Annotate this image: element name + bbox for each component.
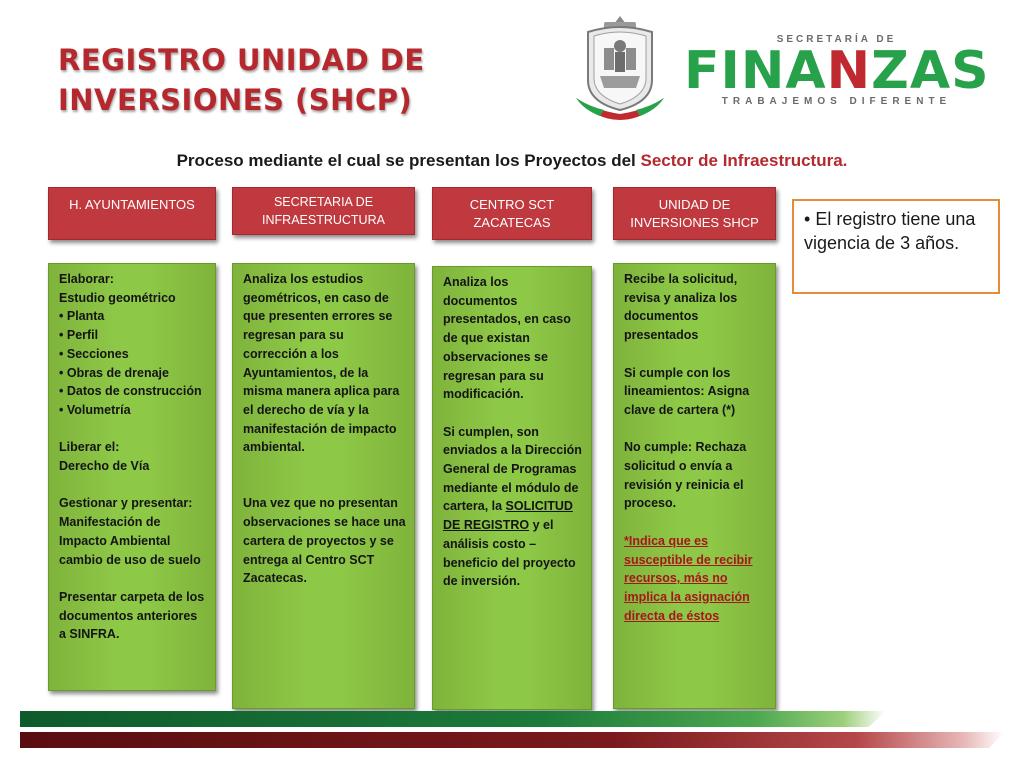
logo-word-part-2: N bbox=[826, 41, 872, 101]
header-unidad-inversiones bbox=[613, 187, 776, 240]
list-item: • Planta bbox=[59, 307, 207, 326]
header-ayuntamientos bbox=[48, 187, 216, 240]
page-title bbox=[58, 40, 578, 120]
header-label: UNIDAD DE INVERSIONES SHCP bbox=[630, 196, 759, 230]
secretaria-finanzas-logo bbox=[684, 30, 989, 114]
solicitud-registro: SOLICITUD DE REGISTRO bbox=[443, 499, 573, 533]
footer-stripe-red bbox=[20, 732, 1004, 748]
logo-bottom-text: TRABAJEMOS DIFERENTE bbox=[721, 96, 952, 107]
header-label: CENTRO SCT ZACATECAS bbox=[469, 196, 555, 230]
paragraph: Recibe la solicitud, revisa y analiza los documentos presentados bbox=[624, 272, 738, 343]
card-ayuntamientos bbox=[48, 263, 216, 691]
list-item: • Obras de drenaje bbox=[59, 364, 207, 383]
subtitle-highlight: Sector de Infraestructura. bbox=[640, 151, 848, 170]
paragraph: No cumple: Rechaza solicitud o envía a revisión y reinicia el proceso. bbox=[624, 440, 747, 511]
bullet-icon: • bbox=[804, 209, 816, 229]
gestionar-text: Gestionar y presentar: Manifestación de Impacto Ambiental cambio de uso de suelo bbox=[59, 496, 201, 567]
paragraph: Si cumple con los lineamientos: Asigna clave de cartera (*) bbox=[624, 365, 750, 417]
subtitle-text: Proceso mediante el cual se presentan los Proyectos del bbox=[176, 151, 641, 170]
list-item: • Perfil bbox=[59, 326, 207, 345]
liberar-label: Liberar el: bbox=[59, 440, 120, 455]
state-seal-logo bbox=[574, 14, 666, 122]
validity-note-text: El registro tiene una vigencia de 3 años. bbox=[804, 209, 976, 253]
logo-wordmark bbox=[684, 42, 989, 100]
list-item: • Datos de construcción bbox=[59, 382, 207, 401]
paragraph-text: Si cumplen, son enviados a la Dirección General de Programas mediante el módulo de cartera, la bbox=[443, 424, 582, 514]
card-unidad-inversiones bbox=[613, 263, 776, 709]
paragraph bbox=[443, 423, 583, 591]
logo-word-part-3: ZAS bbox=[871, 41, 990, 101]
subtitle bbox=[0, 151, 1024, 171]
paragraph: Una vez que no presentan observaciones se hace una cartera de proyectos y se entrega al Centro SCT Zacatecas. bbox=[243, 496, 406, 586]
paragraph-text: y el análisis costo – beneficio del proyecto de inversión. bbox=[443, 518, 576, 589]
elaborar-label: Elaborar: bbox=[59, 272, 114, 286]
page-title-line-1: REGISTRO UNIDAD DE bbox=[58, 43, 425, 77]
list-item: • Secciones bbox=[59, 345, 207, 364]
estudio-list bbox=[59, 307, 207, 419]
estudio-label: Estudio geométrico bbox=[59, 290, 176, 305]
logo-word-part-1: FINA bbox=[684, 41, 827, 101]
header-centro-sct bbox=[432, 187, 592, 240]
logo-top-text: SECRETARÍA DE bbox=[776, 34, 897, 45]
card-secretaria-infraestructura bbox=[232, 263, 415, 709]
header-label: H. AYUNTAMIENTOS bbox=[69, 197, 195, 212]
paragraph: Analiza los estudios geométricos, en caso de que presenten errores se regresan para su corrección a los Ayuntamientos, de la misma manera aplica para el derecho de vía y la manifestación de impacto ambiental. bbox=[243, 272, 400, 455]
header-secretaria-infraestructura bbox=[232, 187, 415, 235]
header-label: SECRETARIA DE INFRAESTRUCTURA bbox=[262, 195, 385, 227]
list-item: • Volumetría bbox=[59, 401, 207, 420]
derecho-label: Derecho de Vía bbox=[59, 459, 150, 474]
paragraph: Analiza los documentos presentados, en caso de que existan observaciones se regresan para su modificación. bbox=[443, 275, 571, 402]
page-title-line-2: INVERSIONES (SHCP) bbox=[58, 83, 413, 117]
presentar-text: Presentar carpeta de los documentos anteriores a SINFRA. bbox=[59, 589, 205, 642]
footnote: *Indica que es susceptible de recibir recursos, más no implica la asignación directa de éstos bbox=[624, 533, 753, 623]
validity-note bbox=[792, 199, 1000, 294]
footer-stripe-green bbox=[20, 711, 886, 727]
card-centro-sct bbox=[432, 266, 592, 710]
